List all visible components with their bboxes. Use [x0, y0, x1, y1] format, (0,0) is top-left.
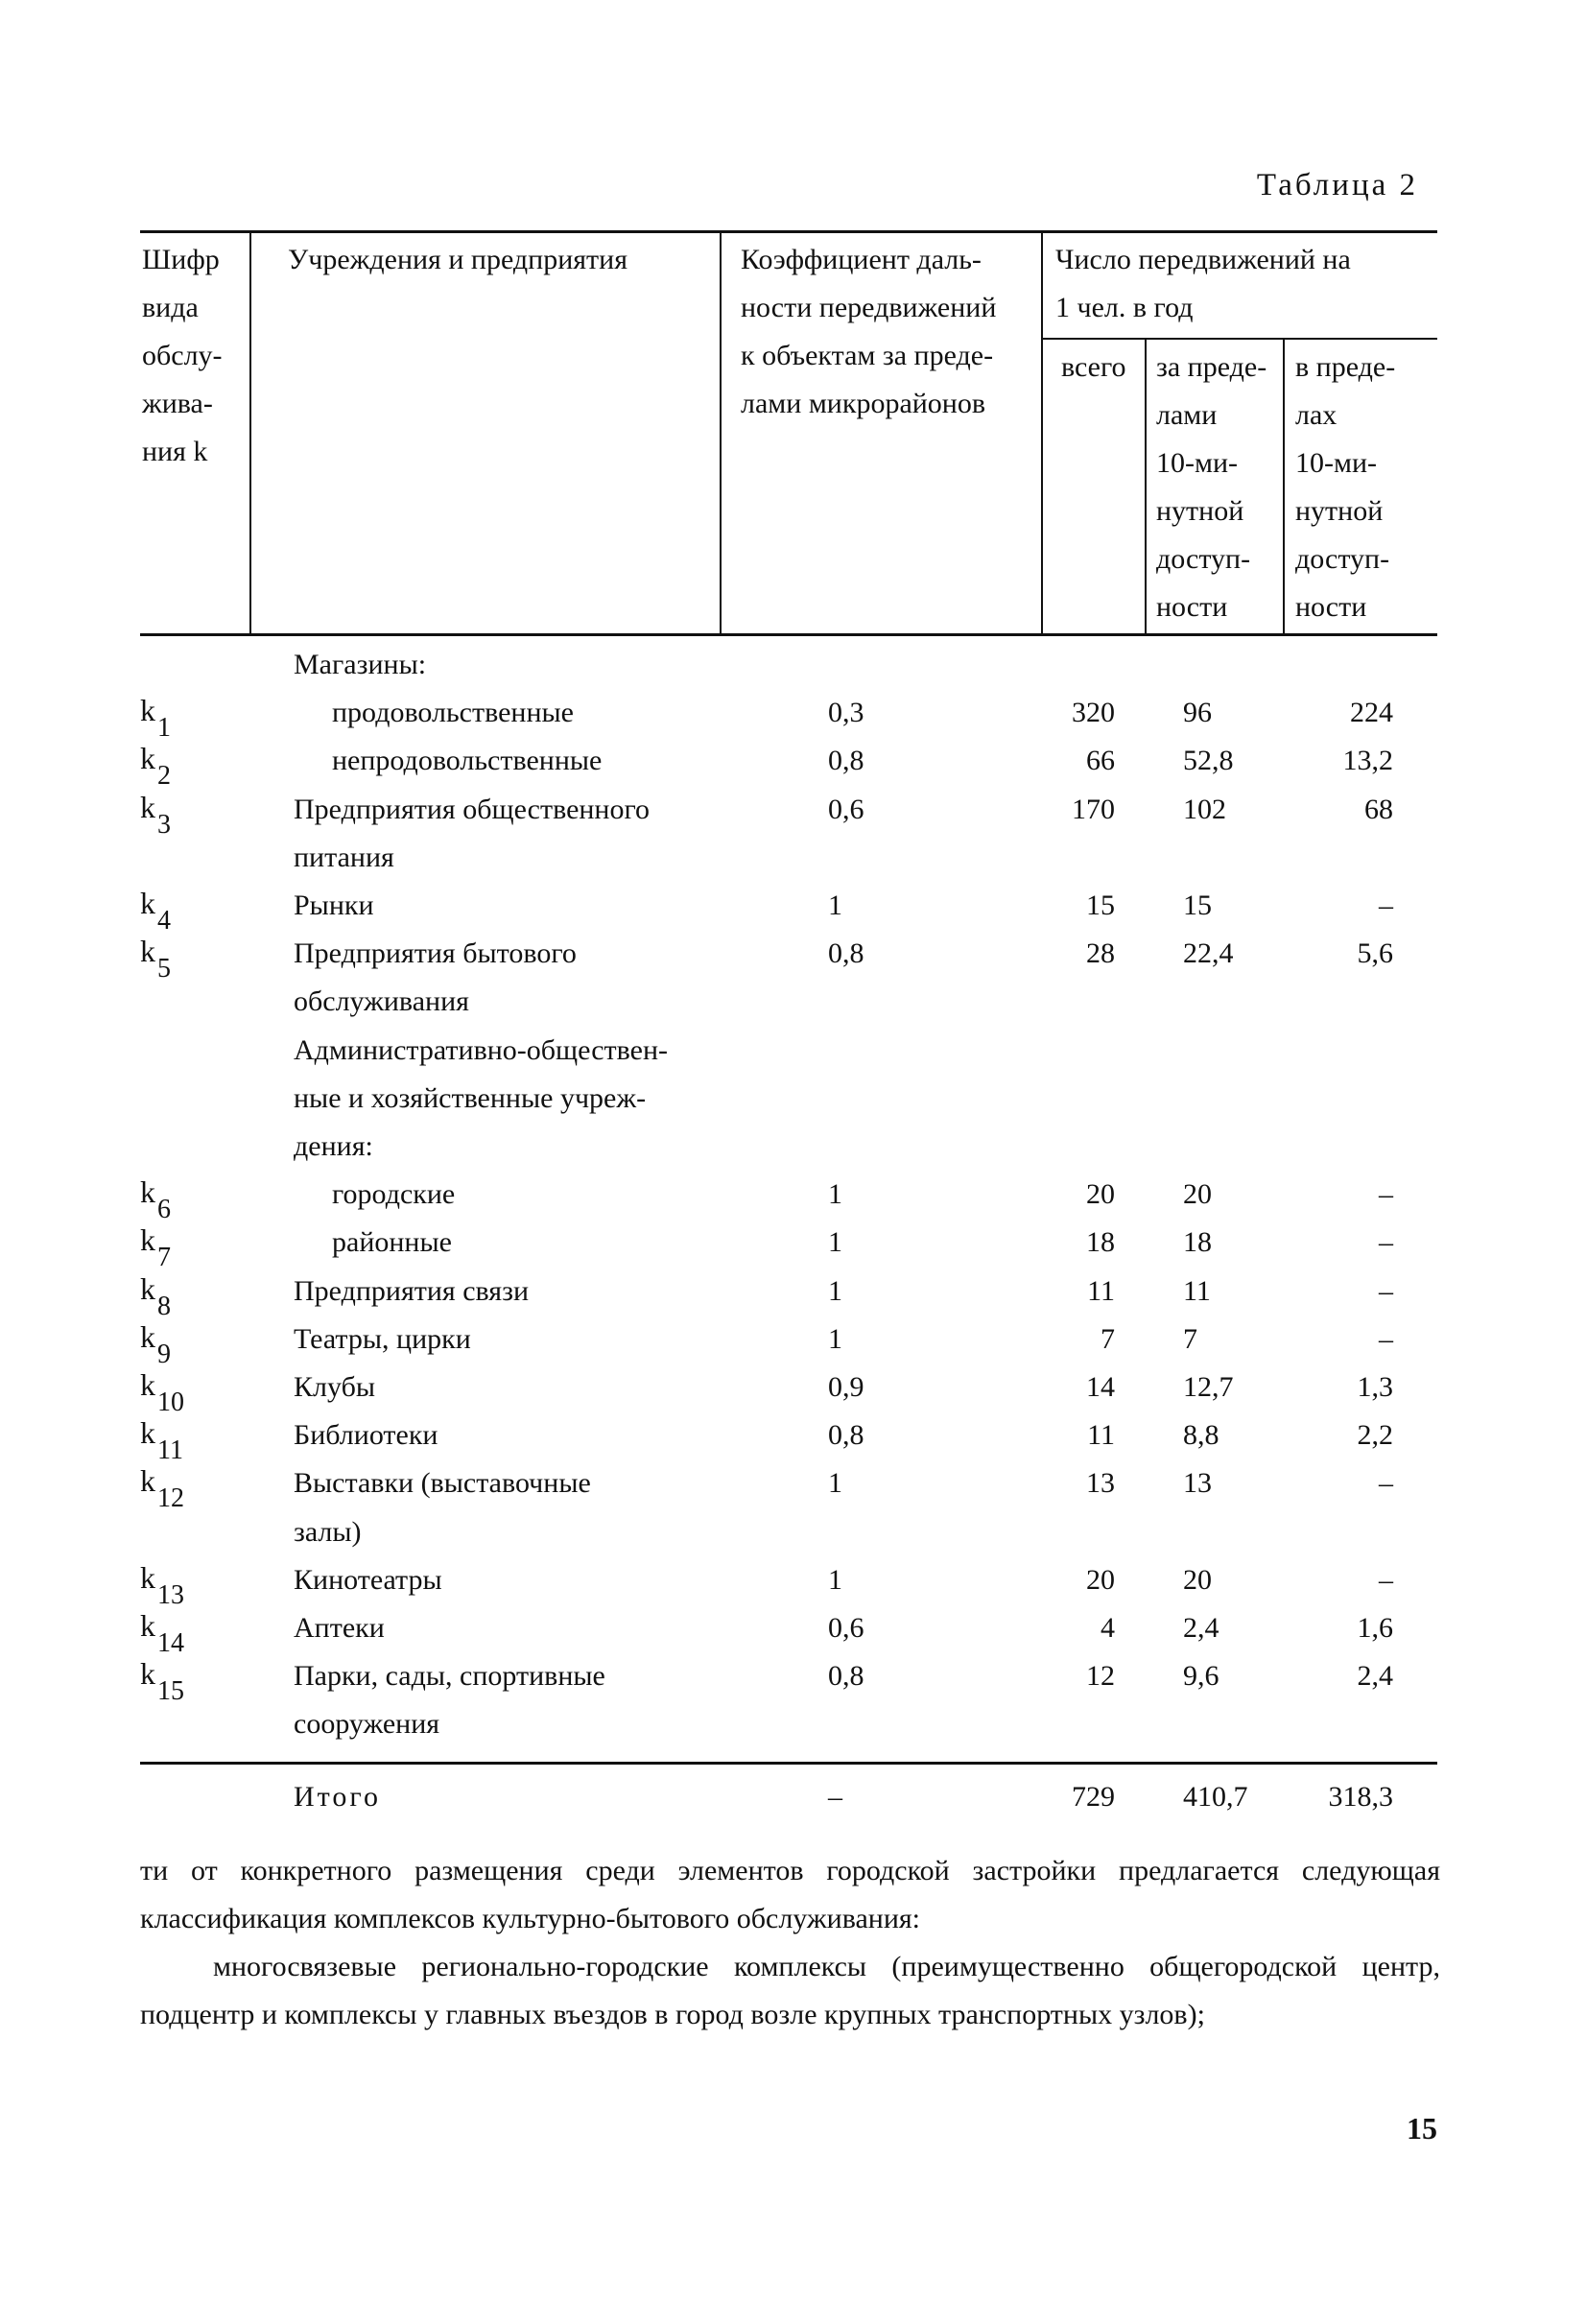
trips-inside-value: –: [1379, 1274, 1393, 1307]
trips-inside-value: –: [1379, 1467, 1393, 1500]
service-code-letter: k: [140, 1318, 155, 1354]
institution-name: Театры, цирки: [294, 1322, 471, 1355]
institution-name: Предприятия связи: [294, 1274, 530, 1307]
service-code: [140, 1367, 184, 1417]
coefficient-value: 1: [828, 1322, 842, 1355]
header-divider-1: [249, 230, 251, 633]
trips-inside-value: 68: [1364, 793, 1393, 825]
institution-name: городские: [332, 1178, 456, 1211]
header-coefficient: Коэффициент даль- ности передвижений к объектам за преде- лами микрорайонов: [741, 244, 997, 419]
header-outside: за преде- лами 10-ми- нутной доступ- ности: [1156, 351, 1267, 623]
service-code: [140, 1608, 184, 1658]
institution-name: ные и хозяйственные учреж-: [294, 1081, 647, 1114]
table-caption: Таблица 2: [1256, 168, 1418, 202]
trips-outside-value: 15: [1183, 889, 1212, 921]
service-code-index: 2: [157, 761, 171, 792]
institution-name: питания: [294, 841, 394, 873]
coefficient-value: 0,8: [828, 1419, 864, 1452]
header-divider-5: [1283, 338, 1285, 633]
institution-name: сооружения: [294, 1708, 440, 1741]
service-code-letter: k: [140, 1174, 155, 1210]
trips-outside-value: 96: [1183, 697, 1212, 729]
service-code-letter: k: [140, 1270, 155, 1306]
service-code-index: 11: [157, 1435, 183, 1466]
trips-inside-value: 2,2: [1357, 1419, 1393, 1452]
trips-total-value: 20: [1086, 1178, 1115, 1211]
trips-total-value: 28: [1086, 937, 1115, 970]
institution-name: районные: [332, 1226, 452, 1259]
coefficient-value: 0,8: [828, 745, 864, 777]
coefficient-value: 0,9: [828, 1371, 864, 1403]
service-code-letter: k: [140, 1559, 155, 1595]
service-code: [140, 1656, 184, 1707]
trips-total-value: 15: [1086, 889, 1115, 921]
coefficient-value: 1: [828, 1563, 842, 1596]
trips-inside-value: –: [1379, 1563, 1393, 1596]
institution-name: Административно-обществен-: [294, 1033, 668, 1066]
trips-inside-value: 1,3: [1357, 1371, 1393, 1403]
trips-inside-value: 13,2: [1342, 745, 1393, 777]
coefficient-value: 0,3: [828, 697, 864, 729]
trips-inside-value: 1,6: [1357, 1612, 1393, 1644]
trips-outside-value: 52,8: [1183, 745, 1234, 777]
service-code-index: 6: [157, 1195, 171, 1225]
coefficient-value: 1: [828, 1226, 842, 1259]
trips-inside-value: –: [1379, 1322, 1393, 1355]
header-divider-4: [1145, 338, 1147, 633]
trips-total-value: 7: [1101, 1322, 1115, 1355]
service-code-index: 1: [157, 713, 171, 744]
trips-total-value: 170: [1072, 793, 1115, 825]
service-code: [140, 1318, 171, 1369]
service-code-index: 13: [157, 1579, 184, 1610]
trips-inside-value: 2,4: [1357, 1660, 1393, 1693]
service-code: [140, 1559, 184, 1610]
institution-name: Рынки: [294, 889, 374, 921]
service-code-letter: k: [140, 1608, 155, 1643]
trips-total-value: 14: [1086, 1371, 1115, 1403]
service-code-letter: k: [140, 741, 155, 776]
header-divider-3: [1041, 230, 1043, 633]
totals-inside: 318,3: [1328, 1781, 1393, 1813]
totals-top-rule: [140, 1762, 1437, 1765]
service-code-index: 7: [157, 1243, 171, 1273]
institution-name: продовольственные: [332, 697, 574, 729]
service-code: [140, 1222, 171, 1273]
header-inside: в преде- лах 10-ми- нутной доступ- ности: [1295, 351, 1396, 623]
institution-name: Библиотеки: [294, 1419, 438, 1452]
service-code-letter: k: [140, 886, 155, 920]
trips-outside-value: 11: [1183, 1274, 1211, 1307]
trips-inside-value: 5,6: [1357, 937, 1393, 970]
coefficient-value: 0,8: [828, 1660, 864, 1693]
service-code-index: 8: [157, 1291, 171, 1321]
trips-outside-value: 22,4: [1183, 937, 1234, 970]
service-code-letter: k: [140, 1415, 155, 1451]
trips-total-value: 320: [1072, 697, 1115, 729]
trips-outside-value: 20: [1183, 1563, 1212, 1596]
coefficient-value: 0,8: [828, 937, 864, 970]
service-code-letter: k: [140, 934, 155, 969]
service-code: [140, 693, 171, 744]
trips-outside-value: 8,8: [1183, 1419, 1219, 1452]
paragraph-continuation: ти от конкретного размещения среди элементов городской застройки предлагается следующая классификация комплексов культурно-бытового обслуживания:: [140, 1855, 1440, 1934]
trips-total-value: 66: [1086, 745, 1115, 777]
trips-total-value: 11: [1087, 1419, 1115, 1452]
trips-outside-value: 12,7: [1183, 1371, 1234, 1403]
trips-inside-value: –: [1379, 1178, 1393, 1211]
trips-total-value: 18: [1086, 1226, 1115, 1259]
institution-name: непродовольственные: [332, 745, 603, 777]
service-code: [140, 789, 171, 840]
coefficient-value: 0,6: [828, 793, 864, 825]
institution-name: дения:: [294, 1130, 373, 1162]
service-code: [140, 1270, 171, 1321]
coefficient-value: 1: [828, 1274, 842, 1307]
header-institution: Учреждения и предприятия: [288, 244, 628, 275]
coefficient-value: 1: [828, 1467, 842, 1500]
trips-outside-value: 7: [1183, 1322, 1197, 1355]
coefficient-value: 0,6: [828, 1612, 864, 1644]
table-top-rule: [140, 230, 1437, 233]
trips-outside-value: 2,4: [1183, 1612, 1219, 1644]
service-code-index: 4: [157, 906, 171, 936]
page-number: 15: [1407, 2111, 1437, 2146]
institution-name: Аптеки: [294, 1612, 385, 1644]
service-code-letter: k: [140, 1222, 155, 1258]
trips-total-value: 12: [1086, 1660, 1115, 1693]
trips-total-value: 4: [1101, 1612, 1115, 1644]
service-code-letter: k: [140, 789, 155, 824]
service-code: [140, 934, 171, 984]
header-bottom-rule: [140, 633, 1437, 636]
header-trips: Число передвижений на 1 чел. в год: [1055, 244, 1351, 323]
service-code-index: 3: [157, 809, 171, 840]
totals-total: 729: [1072, 1781, 1115, 1813]
header-total: всего: [1061, 351, 1126, 383]
trips-outside-value: 13: [1183, 1467, 1212, 1500]
totals-coefficient: –: [828, 1781, 842, 1813]
totals-label: Итого: [294, 1781, 381, 1813]
trips-outside-value: 18: [1183, 1226, 1212, 1259]
service-code-letter: k: [140, 1656, 155, 1692]
service-code-letter: k: [140, 1367, 155, 1402]
service-code-letter: k: [140, 1463, 155, 1499]
institution-name: Выставки (выставочные: [294, 1467, 591, 1500]
service-code: [140, 1415, 183, 1466]
service-code-letter: k: [140, 693, 155, 728]
trips-total-value: 20: [1086, 1563, 1115, 1596]
institution-name: Кинотеатры: [294, 1563, 442, 1596]
service-code: [140, 886, 171, 936]
institution-name: Магазины:: [294, 649, 427, 680]
service-code-index: 14: [157, 1628, 184, 1658]
trips-total-value: 11: [1087, 1274, 1115, 1307]
trips-outside-value: 20: [1183, 1178, 1212, 1211]
header-code: Шифр вида обслу- жива- ния k: [142, 244, 223, 467]
service-code-index: 5: [157, 954, 171, 984]
trips-total-value: 13: [1086, 1467, 1115, 1500]
institution-name: залы): [294, 1515, 362, 1548]
service-code: [140, 741, 171, 792]
service-code-index: 15: [157, 1676, 184, 1707]
institution-name: Парки, сады, спортивные: [294, 1660, 605, 1693]
service-code-index: 10: [157, 1387, 184, 1417]
trips-outside-value: 102: [1183, 793, 1226, 825]
institution-name: Предприятия бытового: [294, 937, 577, 970]
service-code-index: 12: [157, 1483, 184, 1514]
coefficient-value: 1: [828, 1178, 842, 1211]
institution-name: Клубы: [294, 1371, 376, 1403]
service-code: [140, 1463, 184, 1514]
header-divider-2: [720, 230, 722, 633]
paragraph-complexes: многосвязевые регионально-городские комплексы (преимущественно общегородской центр, подцентр и комплексы у главных въездов в город возле крупных транспортных узлов);: [140, 1951, 1440, 2030]
totals-outside: 410,7: [1183, 1781, 1248, 1813]
trips-subheader-rule: [1041, 338, 1437, 340]
service-code-index: 9: [157, 1339, 171, 1369]
institution-name: обслуживания: [294, 985, 469, 1018]
trips-inside-value: –: [1379, 889, 1393, 921]
trips-outside-value: 9,6: [1183, 1660, 1219, 1693]
trips-inside-value: 224: [1350, 697, 1393, 729]
trips-inside-value: –: [1379, 1226, 1393, 1259]
service-code: [140, 1174, 171, 1225]
institution-name: Предприятия общественного: [294, 793, 651, 825]
coefficient-value: 1: [828, 889, 842, 921]
